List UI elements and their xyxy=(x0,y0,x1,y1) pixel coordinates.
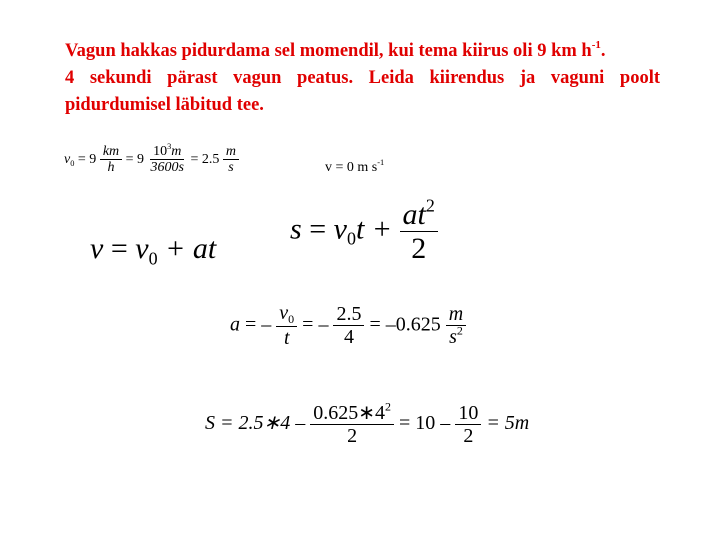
vel-plus-at: + at xyxy=(165,232,217,265)
frac-s: s xyxy=(228,160,234,176)
accel-t: t xyxy=(283,327,290,350)
accel-eq-1: = – xyxy=(245,313,272,336)
problem-text-1: Vagun hakkas pidurdama sel momendil, kui tema kiirus oli 9 km h xyxy=(65,41,592,61)
accel-s: s xyxy=(449,326,457,349)
equation-velocity-formula xyxy=(90,232,216,269)
calc-frac1-num xyxy=(310,399,394,425)
equation-distance-calculation xyxy=(205,399,530,447)
vel-v: v xyxy=(90,232,104,265)
problem-unit-exponent: -1 xyxy=(591,39,601,51)
calc-mid: = 10 – xyxy=(399,412,451,435)
accel-4: 4 xyxy=(343,326,354,349)
conversion-unit: m xyxy=(171,144,182,159)
frac-km: km xyxy=(100,144,122,160)
fraction-2.5-4 xyxy=(333,303,364,348)
final-velocity-text: v = 0 m s xyxy=(325,160,378,175)
accel-s2 xyxy=(446,323,466,349)
accel-s-exp: 2 xyxy=(456,323,463,338)
fraction-km-h xyxy=(100,144,122,176)
dist-v0: v xyxy=(333,212,347,246)
problem-text-rest: 4 sekundi pärast vagun peatus. Leida kiirendus ja vaguni poolt pidurdumisel läbitud tee. xyxy=(65,68,660,115)
frac-v0 xyxy=(276,302,297,327)
dist-v0-sub: 0 xyxy=(346,228,356,249)
v0-symbol: v xyxy=(64,152,71,168)
fraction-m-s xyxy=(223,144,239,176)
calc-lhs: S = 2.5∗4 – xyxy=(205,412,306,435)
problem-statement xyxy=(65,38,660,119)
equation-acceleration xyxy=(230,302,466,349)
frac-h: h xyxy=(107,160,115,176)
fraction-conversion xyxy=(148,144,187,176)
frac-at2 xyxy=(400,195,438,232)
conversion-base: 10 xyxy=(153,144,168,159)
accel-m: m xyxy=(446,303,466,326)
final-velocity-exp: -1 xyxy=(377,158,385,168)
problem-line-1 xyxy=(65,38,660,65)
accel-2.5: 2.5 xyxy=(333,303,364,326)
frac-m: m xyxy=(223,144,239,160)
v0-subscript: 0 xyxy=(70,159,75,169)
fraction-0.625-4sq-2 xyxy=(310,399,394,447)
frac-3600s: 3600s xyxy=(150,160,184,176)
fraction-at2-2 xyxy=(400,195,438,265)
dist-den: 2 xyxy=(411,232,427,265)
vel-v0-sub: 0 xyxy=(148,248,158,269)
calc-2: 2 xyxy=(463,425,474,447)
calc-result: = 5m xyxy=(486,412,530,435)
frac-conversion-num xyxy=(150,144,184,160)
calc-exp: 2 xyxy=(385,399,392,414)
fraction-m-s2 xyxy=(446,303,466,348)
v0-eq-3: = 2.5 xyxy=(190,152,220,168)
equation-final-velocity xyxy=(325,160,384,176)
problem-period: . xyxy=(600,41,606,61)
conversion-exp: 3 xyxy=(167,142,172,152)
dist-eq: = xyxy=(309,212,327,246)
accel-v: v xyxy=(279,302,289,324)
accel-result: = –0.625 xyxy=(369,313,441,336)
accel-a: a xyxy=(230,313,240,336)
v0-eq-1: = 9 xyxy=(77,152,97,168)
equation-initial-velocity xyxy=(64,144,239,176)
v0-eq-2: = 9 xyxy=(125,152,145,168)
vel-v0: v xyxy=(135,232,149,265)
fraction-v0-t xyxy=(276,302,297,349)
vel-eq: = xyxy=(110,232,128,265)
fraction-10-2 xyxy=(455,402,481,447)
dist-s: s xyxy=(290,212,302,246)
dist-exp: 2 xyxy=(425,195,435,216)
equation-distance-formula xyxy=(290,195,438,265)
calc-10: 10 xyxy=(455,402,481,425)
accel-v-sub: 0 xyxy=(288,312,295,327)
accel-eq-2: = – xyxy=(302,313,329,336)
dist-at: at xyxy=(402,198,426,231)
calc-0.625x4: 0.625∗4 xyxy=(313,402,386,424)
dist-t-plus: t + xyxy=(355,212,393,246)
calc-frac1-den: 2 xyxy=(347,425,358,447)
